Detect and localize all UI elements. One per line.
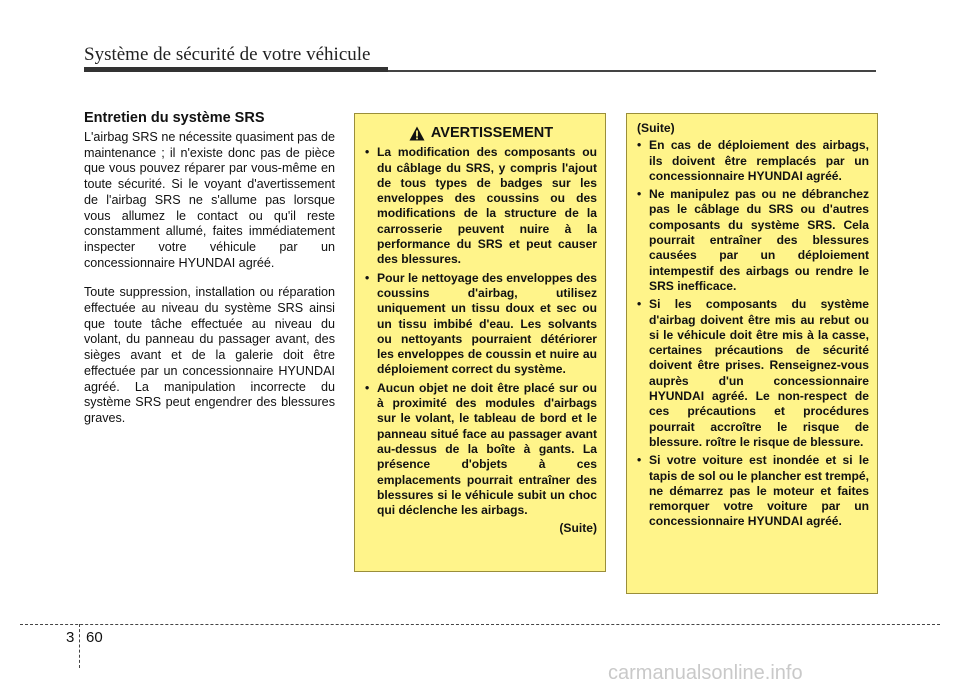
header-rule [388, 70, 876, 72]
warning-bullet-list [365, 145, 597, 518]
footer-chapter-number: 3 [66, 629, 75, 646]
list-item: • Si votre voiture est inondée et si le tapis de sol ou le plancher est trempé, ne démarrez pas le moteur et faites remorquer votre voiture par un concessionnaire HYUNDAI agréé. [637, 453, 869, 529]
warning-box [354, 113, 606, 572]
continued-label-top: (Suite) [637, 121, 675, 135]
warning-title: AVERTISSEMENT [430, 125, 554, 141]
page-header-title: Système de sécurité de votre véhicule [84, 44, 371, 65]
warning-continued-box [626, 113, 878, 594]
footer-page-number: 60 [86, 629, 103, 646]
left-column [84, 110, 335, 441]
list-item: • Aucun objet ne doit être placé sur ou à proximité des modules d'airbags sur le volant, le tableau de bord et le panneau situé face au passager avant au-dessus de la boîte à gants. La présence d'objets à ces emplacements pourrait entraîner des blessures si le véhicule subit un choc qui déclenche les airbags. [365, 381, 597, 519]
body-paragraph-1: L'airbag SRS ne nécessite quasiment pas de maintenance ; il n'existe donc pas de pièce que vous pouvez réparer par vous-même en toute sécurité. Si le voyant d'avertissement de l'airbag SRS ne s'allume pas lorsque vous allumez le contact ou qu'il reste constamment allumé, faites immédiatement inspecter votre véhicule par un concessionnaire HYUNDAI agréé. [84, 130, 335, 270]
continued-bullet-list [637, 138, 869, 529]
warning-triangle-icon [409, 126, 425, 141]
section-heading: Entretien du système SRS [84, 110, 265, 126]
watermark: carmanualsonline.info [608, 662, 803, 684]
list-item: • En cas de déploiement des airbags, ils doivent être remplacés par un concessionnaire HYUNDAI agréé. [637, 138, 869, 184]
header-bar [84, 67, 388, 72]
continued-label: (Suite) [559, 521, 597, 536]
list-item: • Pour le nettoyage des enveloppes des coussins d'airbag, utilisez uniquement un tissu doux et sec ou un tissu imbibé d'eau. Les solvants ou nettoyants pourraient détériorer les enveloppes de coussin et nuire au déploiement correct du système. [365, 271, 597, 378]
body-paragraph-2: Toute suppression, installation ou réparation effectuée au niveau du système SRS ainsi que toute tâche effectuée au niveau du volant, du panneau du passager avant, des sièges avant et de la galerie doit être effectuée par un concessionnaire HYUNDAI agréé. La manipulation incorrecte du système SRS peut engendrer des blessures graves. [84, 285, 335, 425]
footer-divider [79, 624, 80, 668]
footer-rule [20, 624, 940, 625]
list-item: • La modification des composants ou du câblage du SRS, y compris l'ajout de tous types de badges sur les enveloppes des coussins ou des modifications de la structure de la carrosserie peuvent nuire à la performance du SRS et peut causer des blessures. [365, 145, 597, 267]
warning-header [365, 126, 597, 141]
list-item: • Si les composants du système d'airbag doivent être mis au rebut ou si le véhicule doit être mis à la casse, certaines précautions de sécurité doivent être prises. Renseignez-vous auprès d'un concessionnaire HYUNDAI agréé. Le non-respect de ces précautions et procédures pourrait accroître le risque de blessure. roître le risque de blessure. [637, 297, 869, 450]
list-item: • Ne manipulez pas ou ne débranchez pas le câblage du SRS ou d'autres composants du système SRS. Cela pourrait entraîner des blessures causées par un déploiement intempestif des airbags ou rendre le SRS inefficace. [637, 187, 869, 294]
